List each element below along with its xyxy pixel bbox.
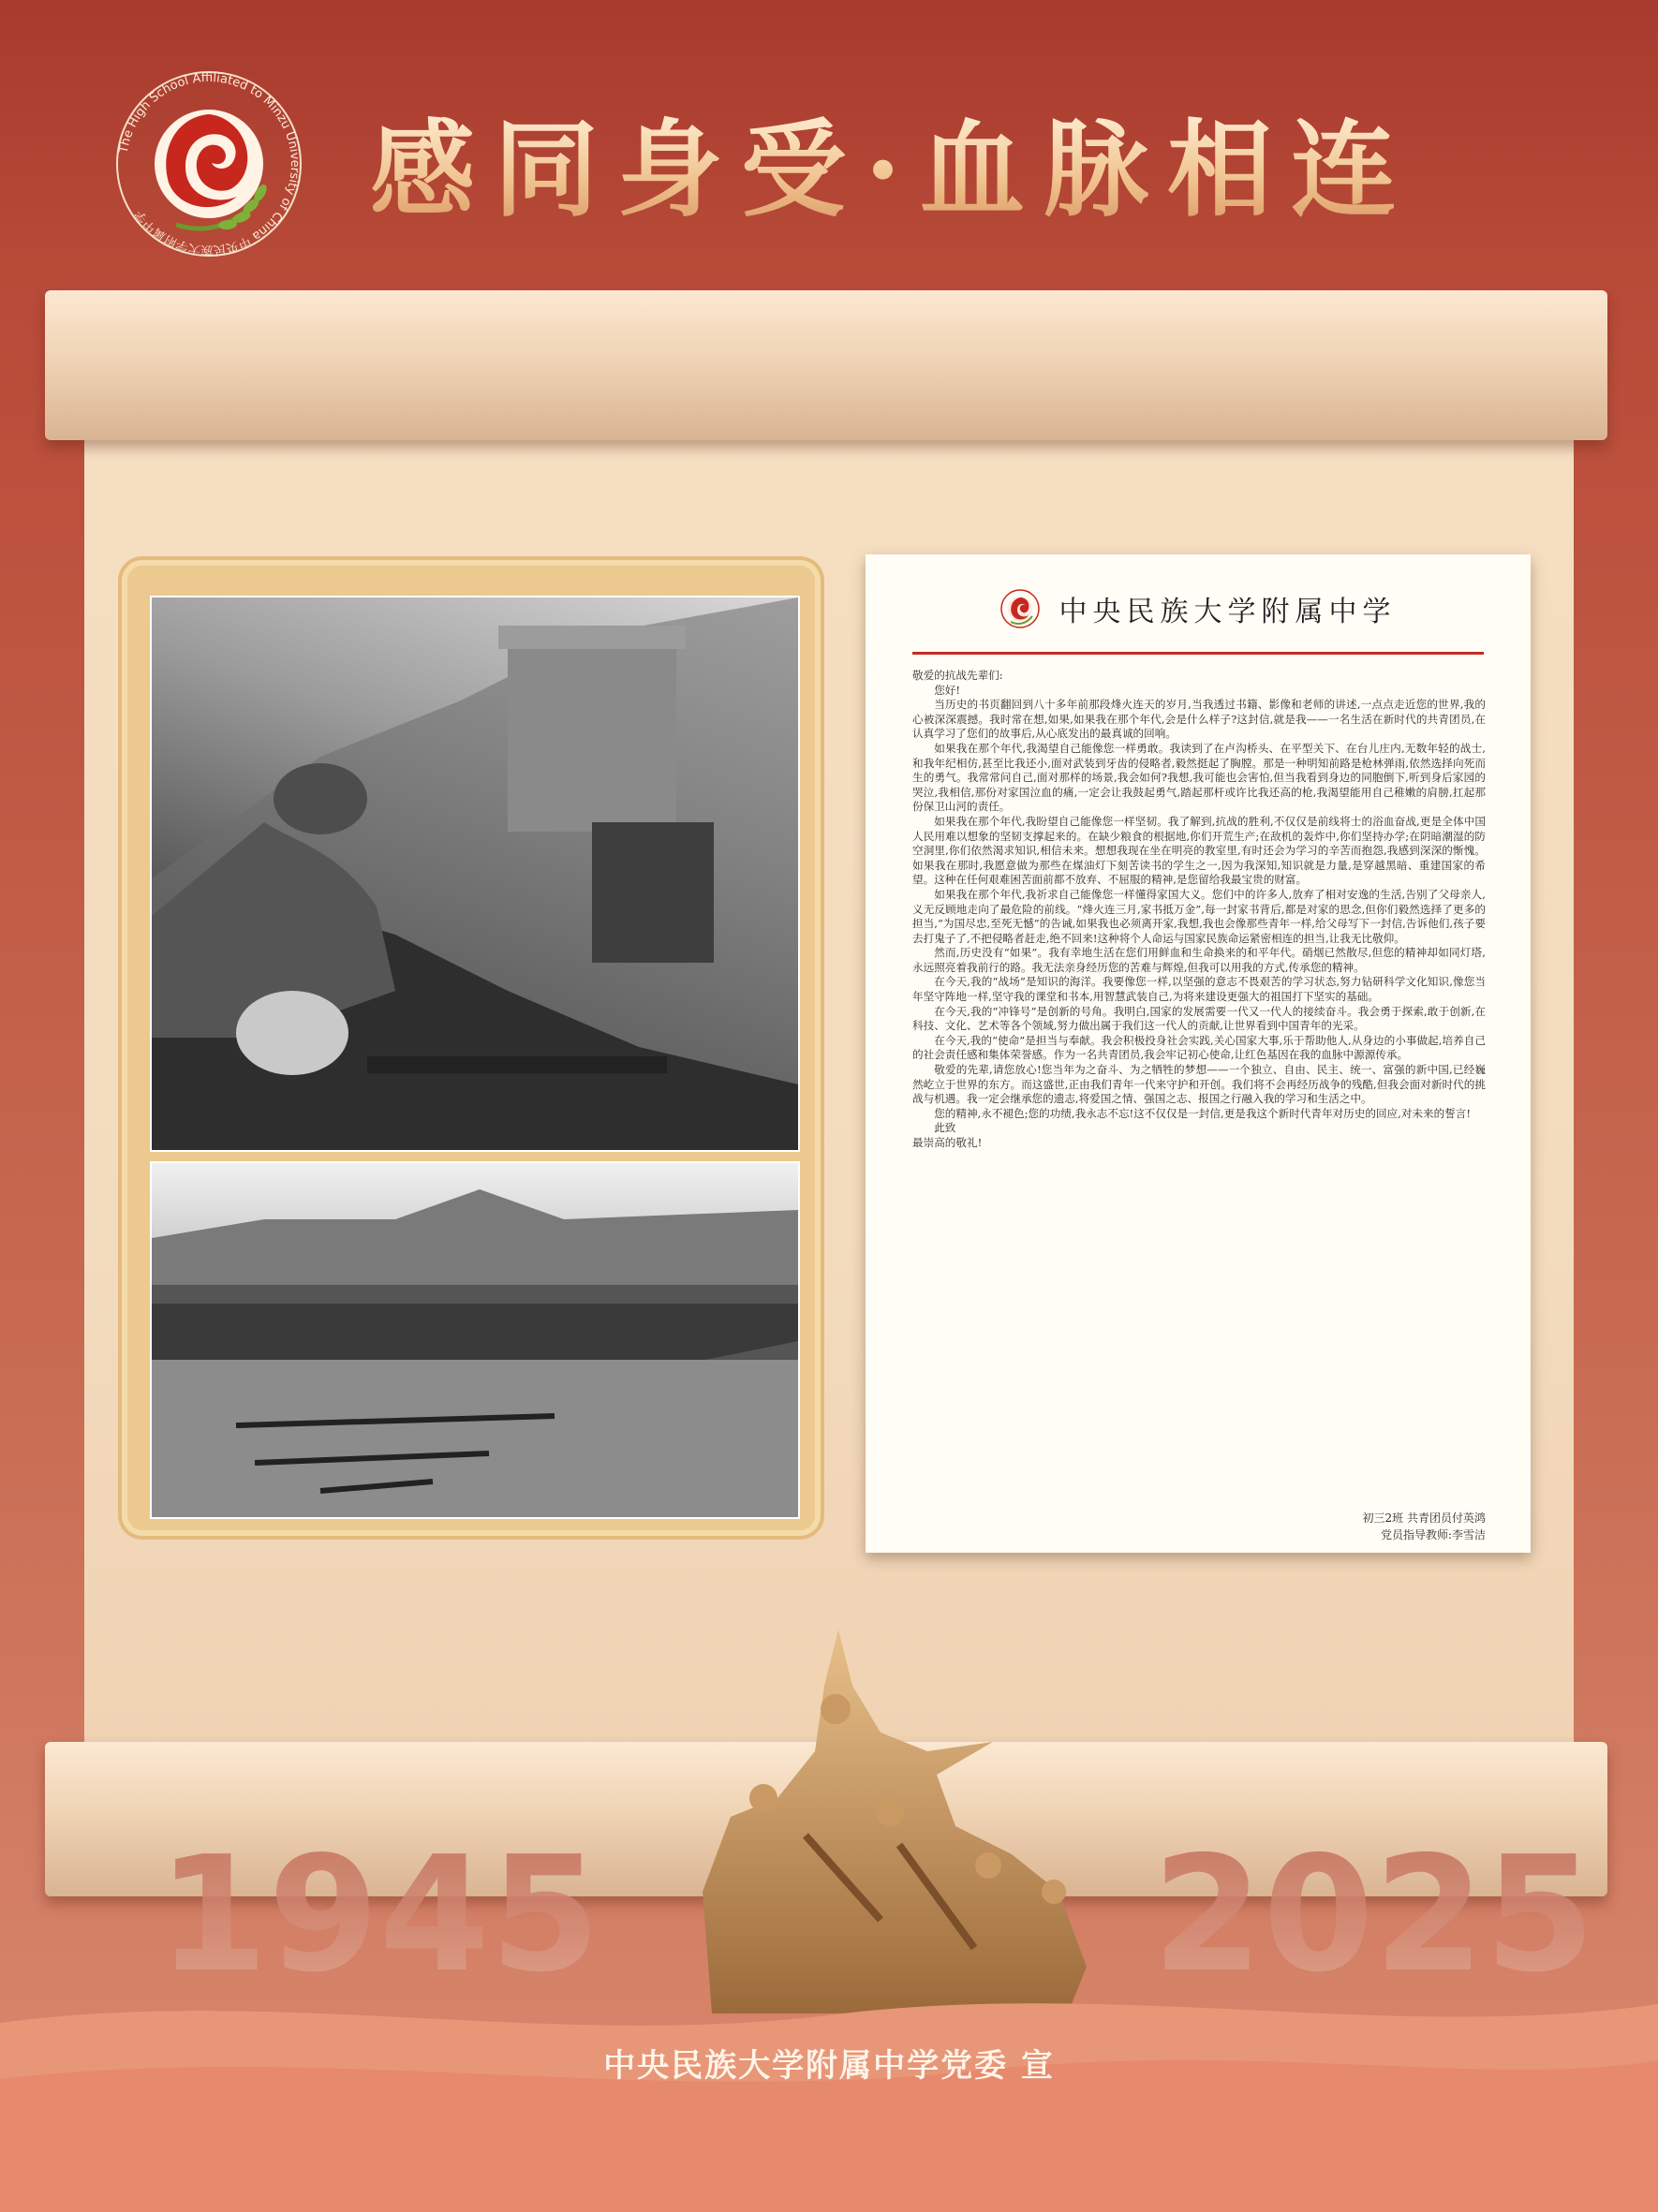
letter-greeting: 您好! — [934, 683, 961, 697]
letter-paragraph: 然而,历史没有“如果”。我有幸地生活在您们用鲜血和生命换来的和平年代。硝烟已然散尽,但您的精神却如同灯塔,永远照亮着我前行的路。我无法亲身经历您的苦难与辉煌,但我可以用我的方式,传承您的精神。 — [912, 946, 1486, 974]
letter-paragraph: 如果我在那个年代,我渴望自己能像您一样勇敢。我读到了在卢沟桥头、在平型关下、在台儿庄内,无数年轻的战士,和我年纪相仿,甚至比我还小,面对武装到牙齿的侵略者,毅然挺起了胸膛。那是一种明知前路是枪林弹雨,依然选择向死而生的勇气。我常常问自己,面对那样的场景,我会如何?我想,我可能也会害怕,但当我看到身边的同胞倒下,听到身后家园的哭泣,我相信,那份对家国泣血的痛,一定会让我鼓起勇气,踏起那杆或许比我还高的枪,我渴望能用自己稚嫩的肩膀,扛起那份保卫山河的责任。 — [912, 741, 1486, 814]
emblem-ring-text: The High School Affiliated to Minzu University of China 中央民族大学附属中学 — [116, 70, 303, 258]
letter-paragraph: 当历史的书页翻回到八十多年前那段烽火连天的岁月,当我透过书籍、影像和老师的讲述,一点点走近您的世界,我的心被深深震撼。我时常在想,如果,如果我在那个年代,会是什么样子?这封信,就是我——一名生活在新时代的共青团员,在认真学习了您们的故事后,从心底发出的最真诚的回响。 — [912, 698, 1486, 741]
signature-student: 初三2班 共青团员付英鸿 — [1362, 1512, 1486, 1525]
year-start: 1945 — [157, 1822, 601, 2008]
year-end: 2025 — [1152, 1822, 1596, 2008]
page-title: 感同身受·血脉相连 — [370, 105, 1578, 236]
letter-signature — [1363, 1510, 1486, 1543]
letter-paragraph: 在今天,我的“使命”是担当与奉献。我会积极投身社会实践,关心国家大事,乐于帮助他人,从身边的小事做起,培养自己的社会责任感和集体荣誉感。作为一名共青团员,我会牢记初心使命,让红色基因在我的血脉中源源传承。 — [912, 1033, 1486, 1062]
footer-issuer: 中央民族大学附属中学党委 宣 — [603, 2047, 1055, 2085]
letter-paragraph: 如果我在那个年代,我盼望自己能像您一样坚韧。我了解到,抗战的胜利,不仅仅是前线将士的浴血奋战,更是全体中国人民用难以想象的坚韧支撑起来的。在缺少粮食的根据地,你们开荒生产;在敌机的轰炸中,你们坚持办学;在阴暗潮湿的防空洞里,你们依然渴求知识,相信未来。想想我现在坐在明亮的教室里,有时还会为学习的辛苦而抱怨,我感到深深的惭愧。如果我在那时,我愿意做为那些在煤油灯下刻苦读书的学生之一,因为我深知,知识就是力量,是穿越黑暗、重建国家的希望。这种在任何艰难困苦面前都不放弃、不屈服的精神,是您留给我最宝贵的财富。 — [912, 814, 1486, 887]
letter-closing-salute: 最崇高的敬礼! — [912, 1136, 983, 1149]
signature-teacher: 党员指导教师:李雪洁 — [1380, 1528, 1486, 1541]
letter-divider — [912, 652, 1484, 655]
school-emblem-icon — [111, 66, 307, 262]
letter-body — [912, 669, 1486, 1151]
great-wall-soldiers-photo — [150, 596, 800, 1152]
letter-paragraph: 您的精神,永不褪色;您的功绩,我永志不忘!这不仅仅是一封信,更是我这个新时代青年对历史的回应,对未来的誓言! — [934, 1106, 1472, 1120]
bottom-waves — [0, 1985, 1658, 2212]
letter-card — [866, 554, 1531, 1553]
letter-salutation: 敬爱的抗战先辈们: — [912, 669, 1003, 682]
school-emblem-small-icon — [999, 588, 1041, 629]
letter-paragraph: 在今天,我的“战场”是知识的海洋。我要像您一样,以坚强的意志不畏艰苦的学习状态,努力钻研科学文化知识,像您当年坚守阵地一样,坚守我的课堂和书本,用智慧武装自己,为将来建设更强大的祖国打下坚实的基础。 — [912, 975, 1486, 1004]
letter-paragraph: 如果我在那个年代,我祈求自己能像您一样懂得家国大义。您们中的许多人,放弃了相对安逸的生活,告别了父母亲人,义无反顾地走向了最危险的前线。“烽火连三月,家书抵万金”,每一封家书背后,都是对家的思念,但你们毅然选择了更多的担当,“为国尽忠,至死无憾”的告诫,如果我也必须离开家,我想,我也会像那些青年一样,给父母写下一封信,告诉他们,孩子要去打鬼子了,不把侵略者赶走,绝不回来!这种将个人命运与国家民族命运紧密相连的担当,让我无比敬仰。 — [912, 887, 1486, 945]
soldier-statue-icon — [600, 1611, 1143, 2023]
troops-formation-photo — [150, 1161, 800, 1519]
letter-paragraph: 在今天,我的“冲锋号”是创新的号角。我明白,国家的发展需要一代又一代人的接续奋斗。我会勇于探索,敢于创新,在科技、文化、艺术等各个领域,努力做出属于我们这一代人的贡献,让世界看到中国青年的光采。 — [912, 1004, 1486, 1033]
letter-school-name: 中央民族大学附属中学 — [1058, 596, 1397, 628]
scroll-top-roll — [45, 290, 1607, 440]
letter-paragraph: 敬爱的先辈,请您放心!您当年为之奋斗、为之牺牲的梦想——一个独立、自由、民主、统一、富强的新中国,已经巍然屹立于世界的东方。而这盛世,正由我们青年一代来守护和开创。我们将不会再经历战争的残酷,但我会面对新时代的挑战与机遇。我一定会继承您的遗志,将爱国之情、强国之志、报国之行融入我的学习和生活之中。 — [912, 1063, 1486, 1106]
letter-closing: 此致 — [934, 1121, 956, 1135]
letter-header — [866, 588, 1531, 635]
